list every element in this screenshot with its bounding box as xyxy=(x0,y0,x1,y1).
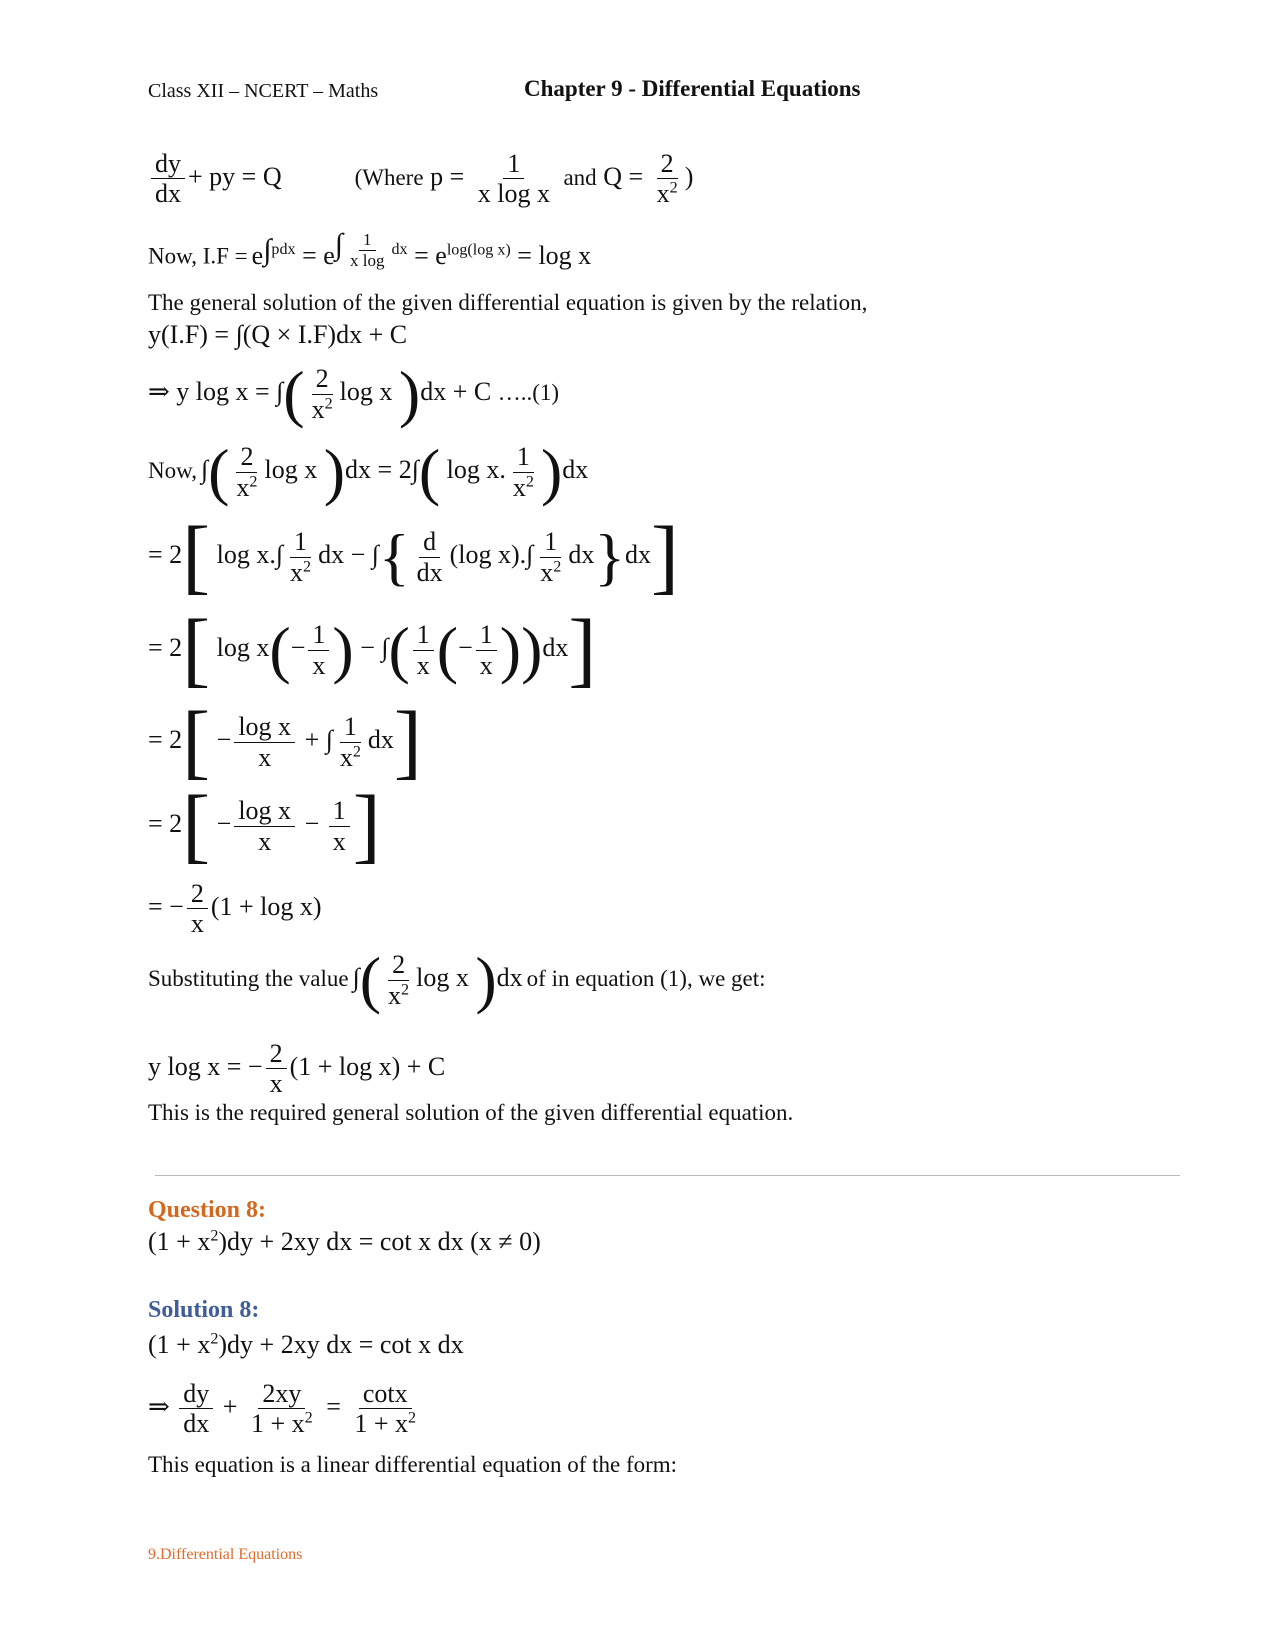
if-prefix: Now, I.F = xyxy=(148,243,248,269)
now-label: Now, xyxy=(148,457,197,483)
header-chapter-title: Chapter 9 - Differential Equations xyxy=(524,76,861,101)
where-label: (Where xyxy=(354,164,424,190)
footer-chapter-label: 9.Differential Equations xyxy=(148,1546,303,1563)
header-class-label: Class XII – NCERT – Maths xyxy=(148,80,379,102)
required-solution-text: This is the required general solution of the given differential equation. xyxy=(148,1100,794,1125)
equation-1-tag: …..(1) xyxy=(497,379,560,405)
subst-suffix: of in equation (1), we get: xyxy=(526,965,766,991)
equation-general-relation: y(I.F) = ∫(Q × I.F)dx + C xyxy=(148,320,408,349)
equation-standard-form: $\frac{dy}{dx}$ + py = Q (Where p = $\frac{1}{\text{x log x}}$ and Q = $\frac{2}{x^2}$ ) xyxy=(148,150,693,208)
subst-prefix: Substituting the value xyxy=(148,965,349,991)
general-solution-result: y log x = − $\frac{2}{x}$ (1 + log x) + C xyxy=(148,1039,446,1099)
linear-form-text: This equation is a linear differential equation of the form: xyxy=(148,1452,678,1477)
by-parts-step-3: = 2[ − $\frac{\text{log x}}{x}$ + ∫ $\frac{1}{x^2}$ dx] xyxy=(148,695,422,788)
by-parts-result: = − $\frac{2}{x}$ (1 + log x) xyxy=(148,879,322,939)
by-parts-step-4: = 2[ − $\frac{\text{log x}}{x}$ − $\frac{1}{x}$ ] xyxy=(148,779,381,872)
by-parts-step-2: = 2[ log x(− $\frac{1}{x}$ ) − ∫( $\frac{1}{x}$ (− $\frac{1}{x}$ ))dx] xyxy=(148,603,597,696)
and-label: and xyxy=(563,164,597,190)
equation-1: ⇒ y log x = ∫( $\frac{2}{x^2}$ log x )dx + C …..(1) xyxy=(148,358,560,429)
integral-expansion-line: Now, ∫( $\frac{2}{x^2}$ log x )dx = 2∫( log x. $\frac{1}{x^2}$ )dx xyxy=(148,436,589,507)
solution-equation-2: ⇒ $\frac{dy}{dx}$ + $\frac{2xy}{1 + x^2}$ = $\frac{\cot x}{1 + x^2}$ xyxy=(148,1379,417,1439)
integrating-factor-line: Now, $I.F = e^{\int pdx} = e^{\int \frac{1}{\text{x log}} dx} = e^{log(log x)} = \log x$ xyxy=(148,228,592,270)
substitution-line: Substituting the value ∫( $\frac{2}{x^2}$ log x )dx of in equation (1), we get: xyxy=(148,944,766,1015)
by-parts-step-1: = 2[ log x.∫ $\frac{1}{x^2}$ dx − ∫{ $\frac{d}{dx}$ (log x).∫ $\frac{1}{x^2}$ dx}dx] xyxy=(148,510,680,603)
general-solution-intro: The general solution of the given differential equation is given by the relation, xyxy=(148,290,868,315)
question-equation: $(1 + x^2)dy + 2xy$ dx = cot x dx (x ≠ 0) xyxy=(148,1227,541,1256)
question-label: Question 8: xyxy=(148,1197,267,1223)
section-divider xyxy=(155,1175,1180,1176)
solution-equation-1: $(1 + x^2)dy + 2xy$ dx = cot x dx xyxy=(148,1330,464,1359)
solution-label: Solution 8: xyxy=(148,1297,260,1323)
